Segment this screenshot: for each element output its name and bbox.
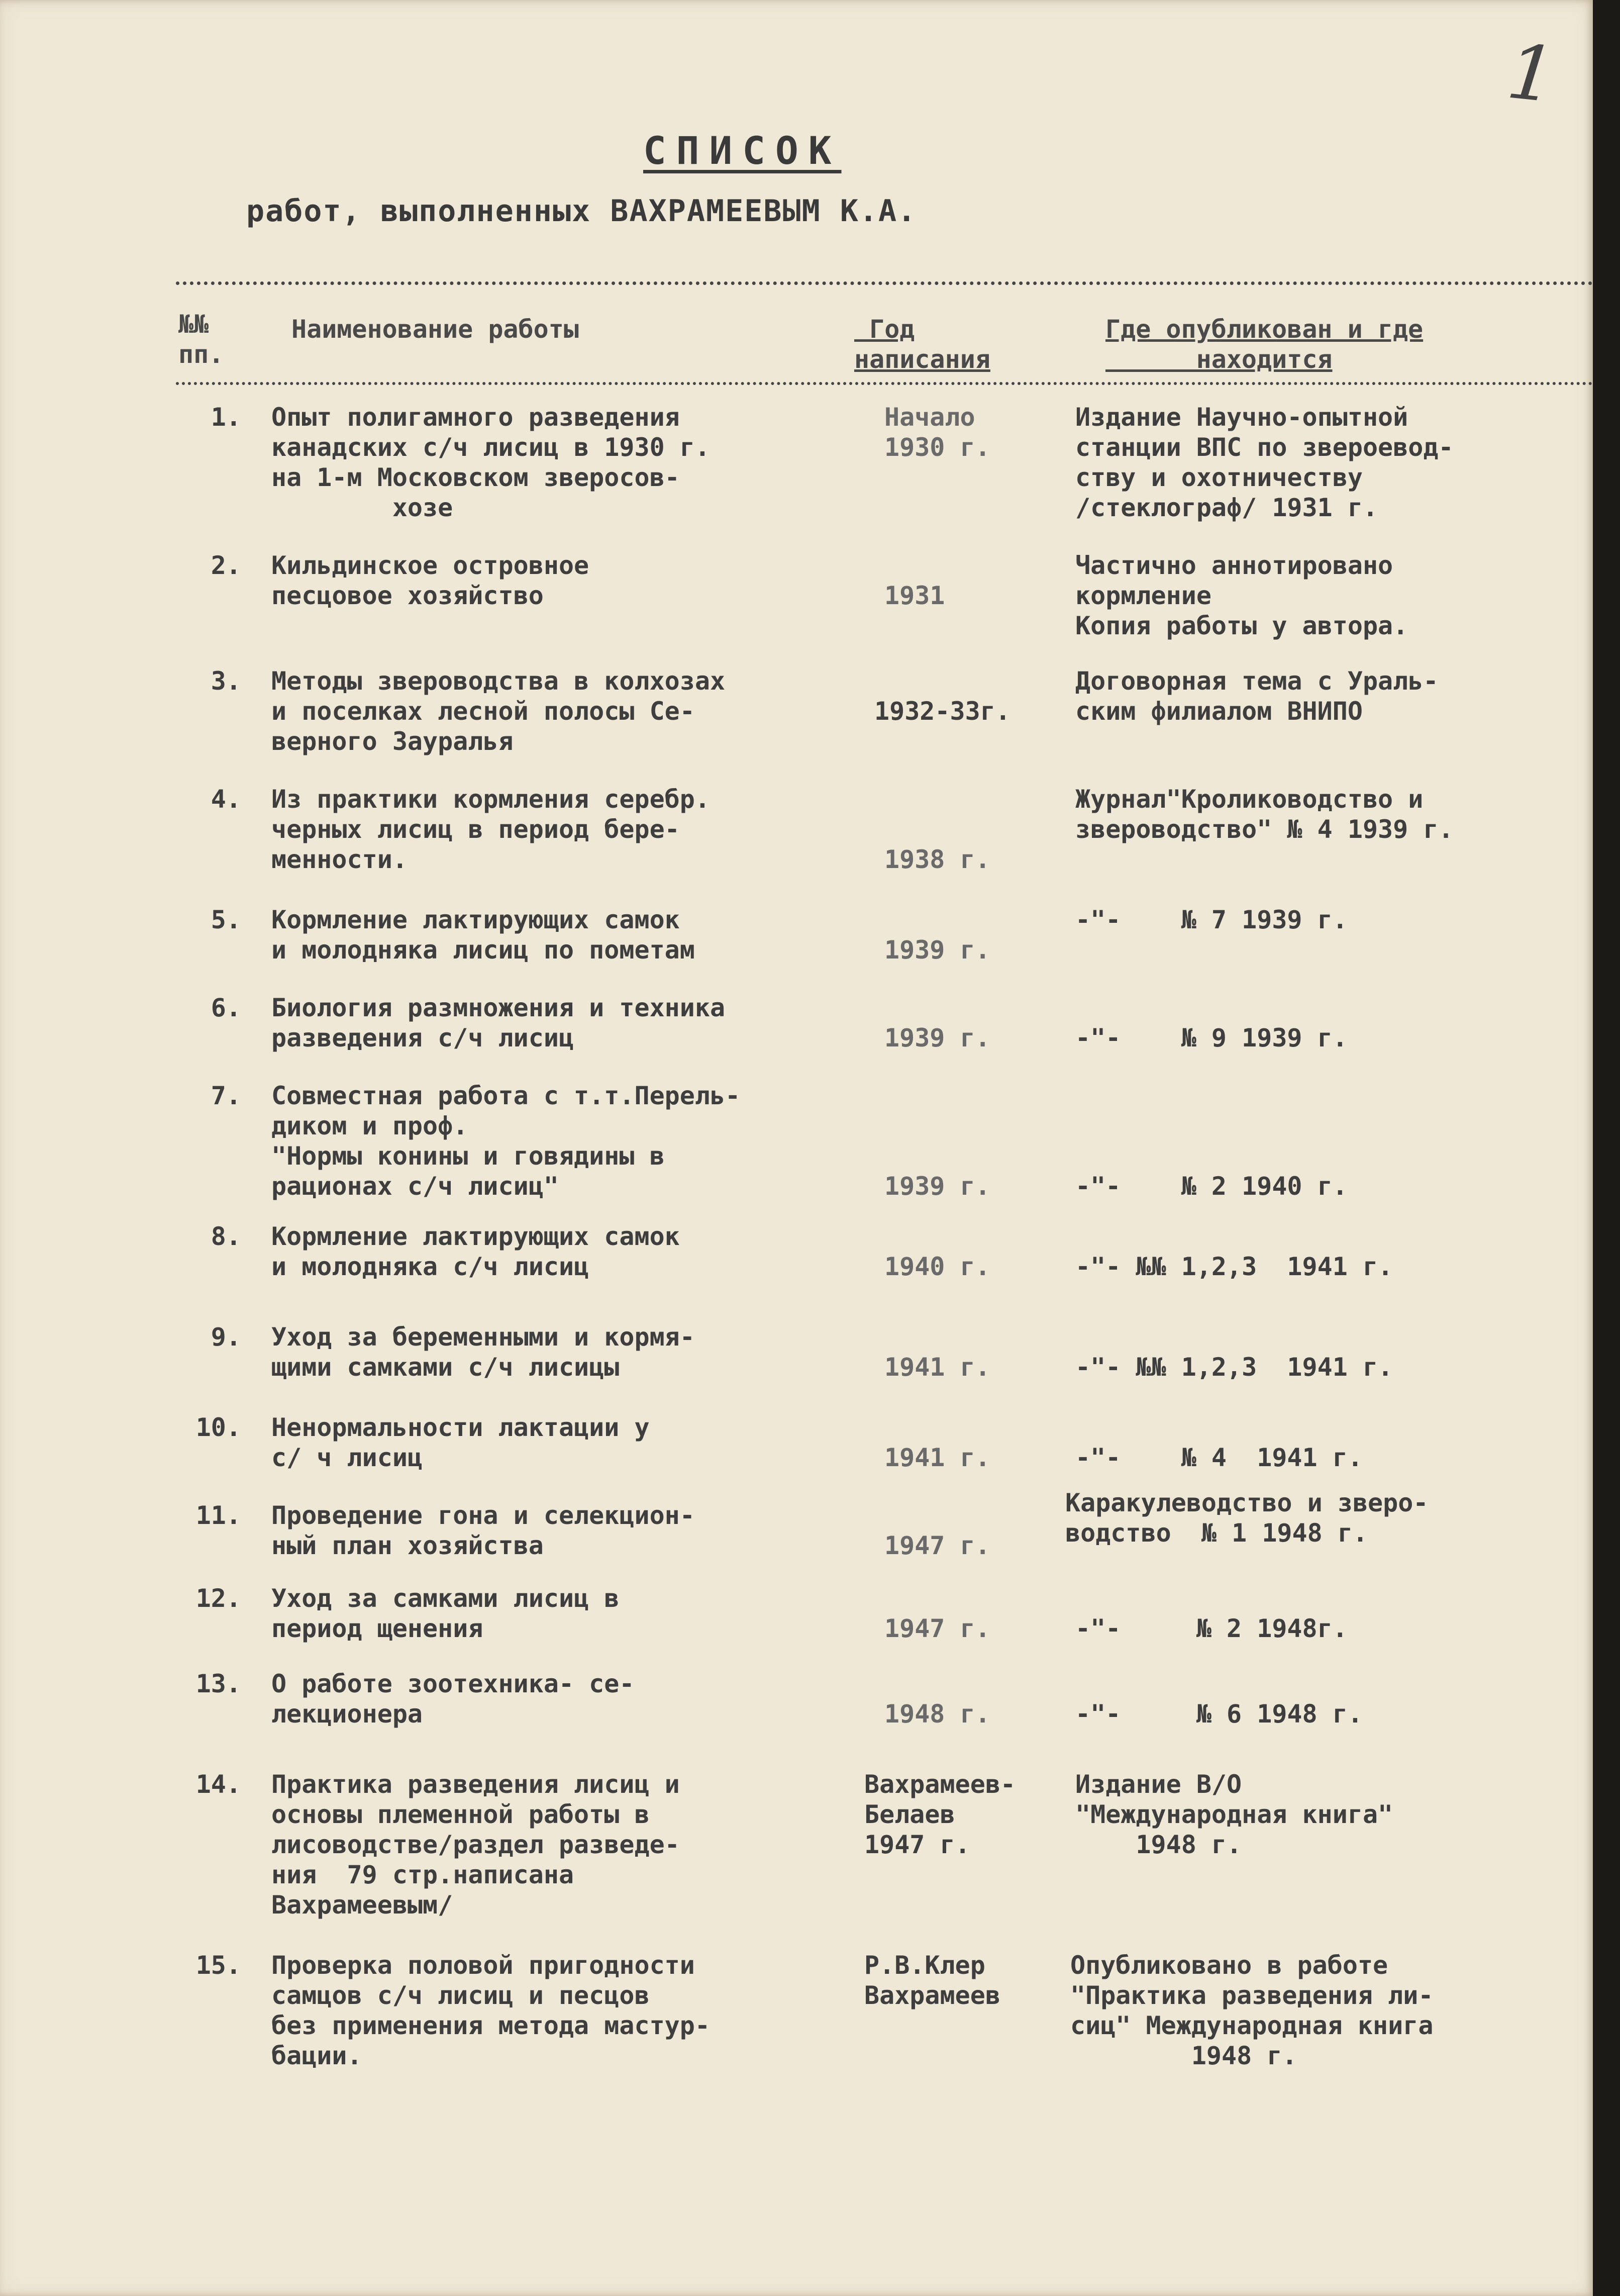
row-2-number: 2. (211, 551, 241, 580)
row-8-title: Кормление лактирующих самок и молодняка с/ч лисиц (271, 1222, 680, 1281)
row-9-title: Уход за беременными и кормя- щими самками с/ч лисицы (271, 1322, 695, 1382)
row-9-number: 9. (211, 1322, 241, 1352)
scan-border (1593, 0, 1620, 2296)
row-5-year: 1939 г. (884, 935, 990, 965)
row-9-publication: -"- №№ 1,2,3 1941 г. (1075, 1353, 1393, 1382)
header-number: №№ пп. (178, 310, 224, 369)
header-name: Наименование работы (291, 315, 579, 344)
row-3-publication: Договорная тема с Ураль- ским филиалом ВНИПО (1075, 666, 1439, 726)
row-4-year: 1938 г. (884, 845, 990, 874)
row-11-title: Проведение гона и селекцион- ный план хозяйства (271, 1501, 695, 1560)
row-14-publication: Издание В/О "Международная книга" 1948 г. (1075, 1770, 1393, 1859)
row-6-number: 6. (211, 993, 241, 1022)
row-13-publication: -"- № 6 1948 г. (1075, 1699, 1363, 1729)
row-15-year: Р.В.Клер Вахрамеев (864, 1951, 1000, 2010)
row-11-publication: Каракулеводство и звеpo- водство № 1 1948 г. (1065, 1488, 1429, 1548)
row-6-publication: -"- № 9 1939 г. (1075, 1023, 1348, 1053)
row-14-year: Вахрамеев- Белаев 1947 г. (864, 1770, 1016, 1859)
row-2-publication: Частично аннотировано кормление Копия работы у автора. (1075, 551, 1408, 640)
row-14-number: 14. (195, 1770, 241, 1799)
row-12-year: 1947 г. (884, 1614, 990, 1643)
row-6-year: 1939 г. (884, 1023, 990, 1053)
row-10-year: 1941 г. (884, 1443, 990, 1472)
row-3-year: 1932-33г. (874, 697, 1010, 726)
row-4-number: 4. (211, 785, 241, 814)
row-8-number: 8. (211, 1222, 241, 1251)
row-3-title: Методы звероводства в колхозах и поселках лесной полосы Се- верного Зауралья (271, 666, 726, 756)
row-5-title: Кормление лактирующих самок и молодняка лисиц по пометам (271, 905, 695, 965)
handwritten-page-number: 1 (1503, 28, 1560, 120)
row-4-publication: Журнал"Кролиководство и звероводство" № 4 1939 г. (1075, 785, 1454, 844)
row-8-publication: -"- №№ 1,2,3 1941 г. (1075, 1252, 1393, 1281)
row-1-number: 1. (211, 403, 241, 432)
row-2-title: Кильдинское островное песцовое хозяйство (271, 551, 589, 610)
row-12-number: 12. (195, 1584, 241, 1613)
row-7-publication: -"- № 2 1940 г. (1075, 1172, 1348, 1201)
row-12-title: Уход за самками лисиц в период щенения (271, 1584, 620, 1643)
row-13-number: 13. (195, 1669, 241, 1698)
row-5-publication: -"- № 7 1939 г. (1075, 905, 1348, 934)
row-7-title: Совместная работа с т.т.Перель- диком и проф. "Нормы конины и говядины в рационах с/ч лисиц" (271, 1081, 741, 1201)
header-bottom-rule (176, 382, 1593, 385)
row-9-year: 1941 г. (884, 1353, 990, 1382)
header-top-rule (176, 281, 1593, 285)
row-12-publication: -"- № 2 1948г. (1075, 1614, 1348, 1643)
row-11-number: 11. (195, 1501, 241, 1530)
row-13-title: О работе зоотехника- се- лекционера (271, 1669, 635, 1729)
header-where: Где опубликован и где находится (1105, 315, 1424, 374)
row-11-year: 1947 г. (884, 1531, 990, 1560)
row-10-publication: -"- № 4 1941 г. (1075, 1443, 1363, 1472)
row-8-year: 1940 г. (884, 1252, 990, 1281)
row-6-title: Биология размножения и техника разведения с/ч лисиц (271, 993, 726, 1053)
row-14-title: Практика разведения лисиц и основы племенной работы в лисоводстве/раздел разведе- ния 79 стр.написана Вахрамеевым/ (271, 1770, 680, 1920)
row-13-year: 1948 г. (884, 1699, 990, 1729)
row-5-number: 5. (211, 905, 241, 934)
row-7-year: 1939 г. (884, 1172, 990, 1201)
row-2-year: 1931 (884, 581, 945, 610)
row-15-publication: Опубликовано в работе "Практика разведения ли- сиц" Международная книга 1948 г. (1070, 1951, 1434, 2070)
row-15-number: 15. (195, 1951, 241, 1980)
row-1-title: Опыт полигамного разведения канадских с/ч лисиц в 1930 г. на 1-м Московском зверосов- хозе (271, 403, 710, 522)
row-7-number: 7. (211, 1081, 241, 1110)
row-15-title: Проверка половой пригодности самцов с/ч лисиц и песцов без применения метода мастур- бации. (271, 1951, 710, 2070)
row-4-title: Из практики кормления серебр. черных лисиц в период бере- менности. (271, 785, 710, 874)
header-year: Год написания (854, 315, 990, 374)
row-1-year: Начало 1930 г. (884, 403, 990, 462)
row-10-number: 10. (195, 1413, 241, 1442)
row-3-number: 3. (211, 666, 241, 696)
document-title: СПИСОК (643, 128, 842, 173)
document-subtitle: работ, выполненных ВАХРАМЕЕВЫМ К.А. (246, 194, 917, 229)
row-1-publication: Издание Научно-опытной станции ВПС по звероевод- ству и охотничеству /стеклограф/ 1931 г. (1075, 403, 1454, 522)
row-10-title: Ненормальности лактации у с/ ч лисиц (271, 1413, 650, 1472)
